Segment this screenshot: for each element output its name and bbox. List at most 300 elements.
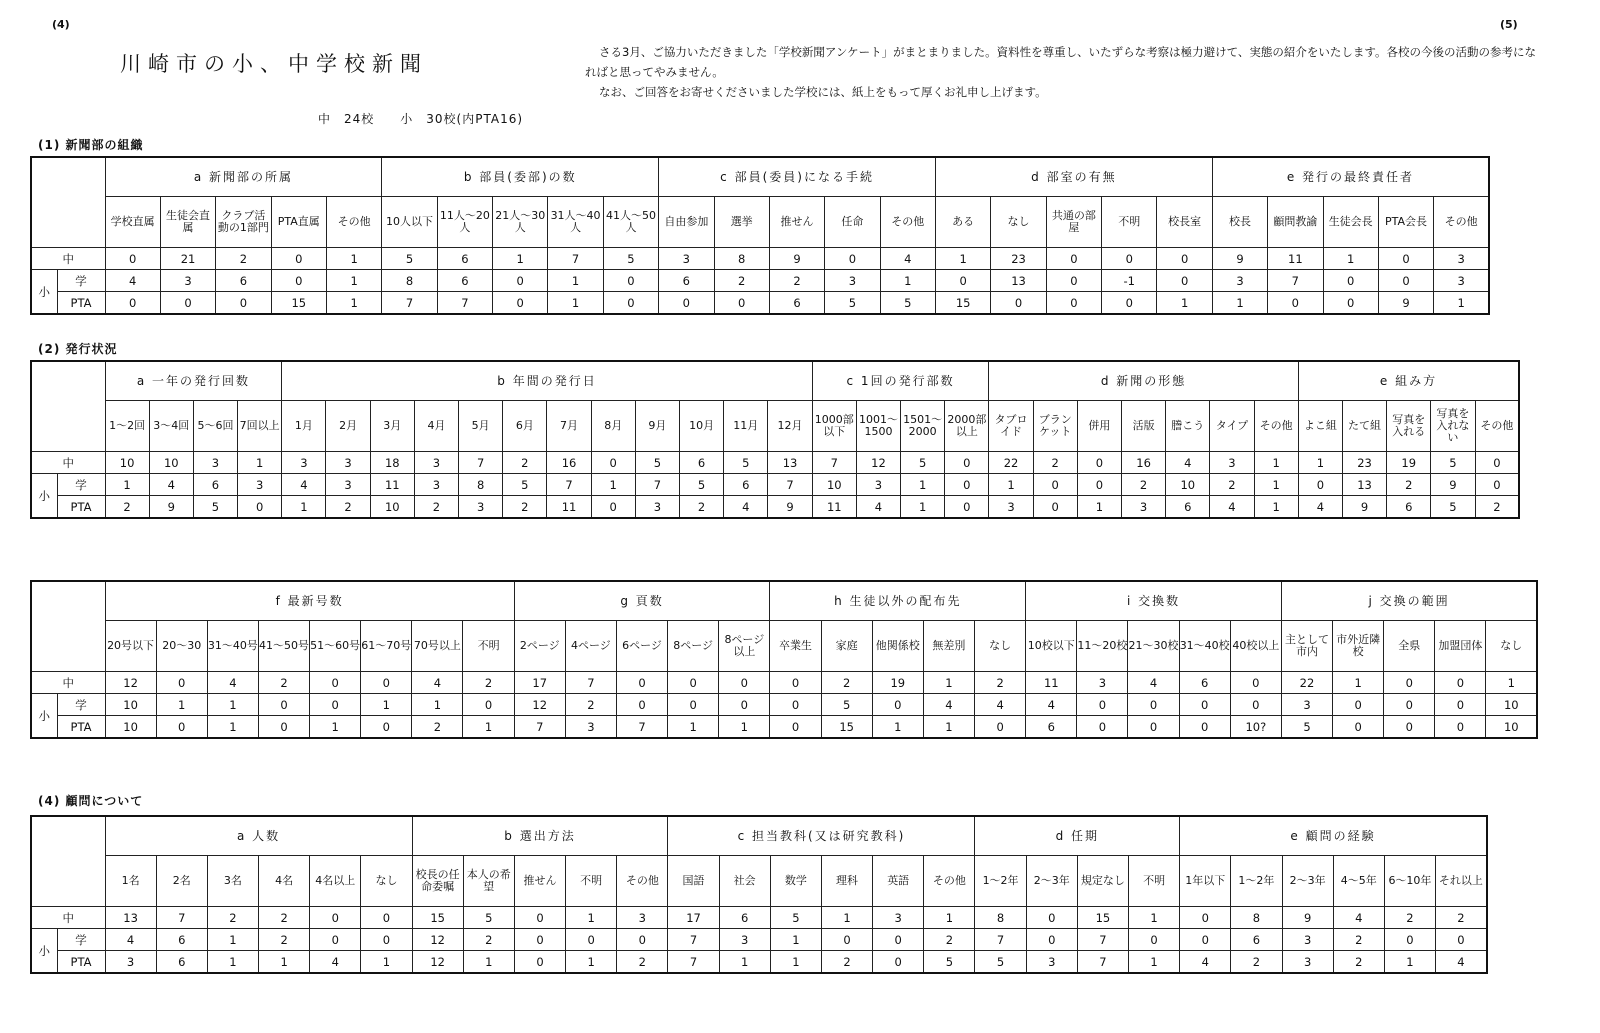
table-cell: 1 (548, 270, 603, 292)
column-header: 併用 (1077, 401, 1121, 452)
column-header: 写真を入れる (1387, 401, 1431, 452)
column-header: 31人〜40人 (548, 197, 603, 248)
table-cell: 15 (271, 292, 326, 315)
table-cell: 13 (991, 270, 1046, 292)
table-cell: 7 (768, 474, 812, 496)
column-header: 2〜3年 (1282, 856, 1333, 907)
table-cell: 17 (514, 672, 565, 694)
column-header: 1〜2年 (1231, 856, 1282, 907)
table-cell: 0 (463, 694, 514, 716)
table-cell: 6 (437, 248, 492, 270)
table-cell: 9 (1431, 474, 1475, 496)
group-header: f 最新号数 (105, 581, 514, 621)
table-cell: 1 (207, 951, 258, 974)
table-cell: 4 (1026, 694, 1077, 716)
intro-paragraph-1: さる3月、ご協力いただきました「学校新聞アンケート」がまとまりました。資料性を尊重し、いたずらな考察は極力避けて、実態の紹介をいたします。各校の今後の活動の参考になればと思ってやみません。 (585, 45, 1536, 79)
table-cell: 6 (216, 270, 271, 292)
table-cell: 10 (105, 716, 156, 739)
column-header: タイプ (1210, 401, 1254, 452)
table-row (31, 248, 1489, 270)
table-cell: 3 (1282, 929, 1333, 951)
table-cell: 7 (975, 929, 1026, 951)
table-cell: 10 (370, 496, 414, 519)
table-cell: 1 (901, 496, 945, 519)
column-header: 写真を入れない (1431, 401, 1475, 452)
table-cell: 0 (603, 270, 658, 292)
table-cell: 0 (668, 694, 719, 716)
column-header: 英語 (873, 856, 924, 907)
page-title: 川崎市の小、中学校新聞 (120, 52, 428, 76)
table-cell: 16 (1121, 452, 1165, 474)
row-label-pta: PTA (57, 716, 105, 739)
column-header: 共通の部屋 (1046, 197, 1101, 248)
row-label-middle: 中 (31, 907, 105, 929)
table-cell: 0 (617, 929, 668, 951)
table-cell: 6 (769, 292, 824, 315)
table-cell: 18 (370, 452, 414, 474)
table-cell: 4 (282, 474, 326, 496)
table-cell: 6 (437, 270, 492, 292)
intro-text (585, 42, 1545, 102)
table-cell: 3 (659, 248, 714, 270)
table-cell: 1 (412, 694, 463, 716)
column-header: 不明 (1102, 197, 1157, 248)
table-cell: 0 (216, 292, 271, 315)
table-cell: 13 (105, 907, 156, 929)
table-cell: 3 (326, 452, 370, 474)
table-cell: 3 (989, 496, 1033, 519)
table-row (31, 716, 1537, 739)
column-header: その他 (880, 197, 935, 248)
table-cell: 0 (1046, 292, 1101, 315)
table-cell: 1 (1077, 496, 1121, 519)
table-cell: 1 (1157, 292, 1212, 315)
table-cell: 1 (1333, 672, 1384, 694)
table-cell: 7 (1077, 951, 1128, 974)
table-row (31, 951, 1487, 974)
table-cell: 8 (459, 474, 503, 496)
section-heading-1: (1) 新聞部の組織 (38, 138, 144, 152)
column-header: 3名 (207, 856, 258, 907)
table-cell: 5 (821, 694, 872, 716)
table-cell: 0 (945, 496, 989, 519)
table-cell: 0 (770, 716, 821, 739)
table-cell: 9 (1342, 496, 1386, 519)
table-cell: 0 (156, 672, 207, 694)
table-cell: 0 (1077, 694, 1128, 716)
table-cell: 2 (1436, 907, 1487, 929)
column-header: 12月 (768, 401, 812, 452)
table-cell: 7 (547, 474, 591, 496)
table-cell: 10? (1230, 716, 1281, 739)
group-header: b 年間の発行日 (282, 361, 812, 401)
table-cell: 5 (825, 292, 880, 315)
column-header: ある (935, 197, 990, 248)
table-cell: 3 (160, 270, 215, 292)
header-corner (31, 361, 105, 452)
column-header: 20〜30 (156, 621, 207, 672)
table-cell: 0 (310, 672, 361, 694)
table-cell: 3 (1077, 672, 1128, 694)
table-cell: 2 (975, 672, 1026, 694)
table-cell: 3 (1121, 496, 1165, 519)
column-header: 国語 (668, 856, 719, 907)
row-group-label-elementary: 小 (31, 929, 57, 974)
table-cell: 0 (1180, 907, 1231, 929)
column-header: 10月 (679, 401, 723, 452)
table-cell: 2 (259, 929, 310, 951)
table-cell: 5 (679, 474, 723, 496)
column-header: 4ページ (565, 621, 616, 672)
header-corner (31, 816, 105, 907)
section-heading-4: (4) 顧問について (38, 794, 144, 808)
column-header: 10校以下 (1026, 621, 1077, 672)
table-cell: 3 (1026, 951, 1077, 974)
table-cell: 0 (1180, 929, 1231, 951)
table-cell: 1 (259, 951, 310, 974)
table-cell: 0 (1384, 694, 1435, 716)
column-header: 謄こう (1166, 401, 1210, 452)
column-header: 2ページ (514, 621, 565, 672)
table-cell: 0 (668, 672, 719, 694)
table-cell: 1 (1323, 248, 1378, 270)
row-label-middle: 中 (31, 672, 105, 694)
table-cell: 6 (1166, 496, 1210, 519)
table-cell: 0 (591, 452, 635, 474)
column-header: 家庭 (821, 621, 872, 672)
table-cell: 0 (873, 929, 924, 951)
table-cell: 1 (361, 694, 412, 716)
table-cell: 0 (1323, 270, 1378, 292)
table-section-2 (30, 360, 1520, 519)
table-cell: 2 (1333, 951, 1384, 974)
column-header: PTA会長 (1378, 197, 1433, 248)
column-header: 他関係校 (872, 621, 923, 672)
column-header: 11〜20校 (1077, 621, 1128, 672)
table-cell: 4 (856, 496, 900, 519)
table-cell: 4 (1436, 951, 1487, 974)
column-header: 不明 (1129, 856, 1180, 907)
table-cell: 2 (1033, 452, 1077, 474)
table-cell: 12 (412, 951, 463, 974)
table-cell: 2 (105, 496, 149, 519)
table-cell: 2 (714, 270, 769, 292)
table-section-3 (30, 580, 1538, 739)
column-header: 加盟団体 (1435, 621, 1486, 672)
table-cell: 4 (310, 951, 361, 974)
table-cell: 1 (989, 474, 1033, 496)
table-cell: 12 (514, 694, 565, 716)
column-header: 校長の任命委嘱 (412, 856, 463, 907)
table-cell: 4 (1298, 496, 1342, 519)
table-cell: 0 (258, 694, 309, 716)
column-header: 推せん (769, 197, 824, 248)
table-cell: 2 (924, 929, 975, 951)
table-cell: 5 (1431, 452, 1475, 474)
table-cell: 0 (1026, 929, 1077, 951)
table-cell: 0 (105, 248, 160, 270)
table-row (31, 694, 1537, 716)
table-cell: 21 (160, 248, 215, 270)
table-cell: 3 (1282, 951, 1333, 974)
table-cell: 1 (591, 474, 635, 496)
table-cell: 3 (459, 496, 503, 519)
header-corner (31, 157, 105, 248)
table-cell: 3 (282, 452, 326, 474)
group-header: i 交換数 (1026, 581, 1282, 621)
table-cell: 0 (310, 929, 361, 951)
table-cell: 6 (1231, 929, 1282, 951)
table-cell: 7 (548, 248, 603, 270)
column-header: 7回以上 (238, 401, 282, 452)
table-cell: 0 (1384, 929, 1435, 951)
table-cell: 2 (216, 248, 271, 270)
table-cell: 5 (635, 452, 679, 474)
table-cell: 6 (193, 474, 237, 496)
table-cell: 0 (975, 716, 1026, 739)
column-header: その他 (1475, 401, 1519, 452)
table-cell: 1 (719, 951, 770, 974)
table-cell: 8 (382, 270, 437, 292)
column-header: 校長室 (1157, 197, 1212, 248)
table-cell: 0 (873, 951, 924, 974)
table-cell: 0 (1384, 716, 1435, 739)
column-header: なし (1486, 621, 1537, 672)
column-header: クラブ活動の1部門 (216, 197, 271, 248)
table-cell: 0 (1436, 929, 1487, 951)
table-cell: 0 (514, 907, 565, 929)
table-cell: 2 (821, 951, 872, 974)
table-cell: 8 (1231, 907, 1282, 929)
table-cell: 3 (873, 907, 924, 929)
column-header: その他 (1254, 401, 1298, 452)
column-header: なし (991, 197, 1046, 248)
column-header: その他 (326, 197, 381, 248)
group-header: d 任期 (975, 816, 1180, 856)
table-cell: 5 (901, 452, 945, 474)
table-cell: 6 (1026, 716, 1077, 739)
table-cell: 1 (1254, 474, 1298, 496)
group-header: g 頁数 (514, 581, 770, 621)
table-cell: 23 (1342, 452, 1386, 474)
table-cell: 11 (370, 474, 414, 496)
table-cell: 10 (105, 694, 156, 716)
table-cell: 0 (271, 248, 326, 270)
column-header: たて組 (1342, 401, 1386, 452)
table-cell: 0 (361, 672, 412, 694)
table-row (31, 292, 1489, 315)
column-header: 社会 (719, 856, 770, 907)
table-cell: 1 (1486, 672, 1537, 694)
group-header: d 新聞の形態 (989, 361, 1298, 401)
table-cell: 0 (1077, 452, 1121, 474)
table-cell: 0 (514, 929, 565, 951)
table-cell: 4 (149, 474, 193, 496)
table-cell: 0 (1157, 270, 1212, 292)
column-header: 31〜40号 (207, 621, 258, 672)
table-cell: 0 (238, 496, 282, 519)
table-cell: 0 (1102, 292, 1157, 315)
table-cell: 2 (503, 452, 547, 474)
table-cell: 1 (770, 929, 821, 951)
column-header: 4名 (259, 856, 310, 907)
column-header: 4月 (414, 401, 458, 452)
table-cell: 0 (1179, 694, 1230, 716)
table-cell: 0 (1378, 248, 1433, 270)
group-header: a 新聞部の所属 (105, 157, 382, 197)
table-cell: 0 (105, 292, 160, 315)
table-row (31, 672, 1537, 694)
table-cell: 0 (1179, 716, 1230, 739)
table-cell: 2 (1387, 474, 1431, 496)
table-cell: 7 (459, 452, 503, 474)
table-cell: 3 (617, 907, 668, 929)
intro-paragraph-2: なお、ご回答をお寄せくださいました学校には、紙上をもって厚くお礼申し上げます。 (599, 85, 1047, 99)
table-cell: 1 (770, 951, 821, 974)
table-cell: 2 (1121, 474, 1165, 496)
page-number-left: (4) (52, 18, 70, 31)
table-cell: 3 (1210, 452, 1254, 474)
table-cell: 1 (282, 496, 326, 519)
table-cell: 2 (679, 496, 723, 519)
group-header: c 担当教科(又は研究教科) (668, 816, 975, 856)
column-header: それ以上 (1436, 856, 1487, 907)
table-cell: 6 (659, 270, 714, 292)
column-header: 9月 (635, 401, 679, 452)
column-header: 1名 (105, 856, 156, 907)
table-cell: 7 (382, 292, 437, 315)
section-heading-2: (2) 発行状況 (38, 342, 118, 356)
table-cell: 5 (603, 248, 658, 270)
row-group-label-elementary: 小 (31, 694, 57, 739)
table-cell: 5 (1431, 496, 1475, 519)
table-cell: 1 (872, 716, 923, 739)
table-cell: 3 (1434, 270, 1489, 292)
table-cell: 0 (1435, 716, 1486, 739)
column-header: 6ページ (616, 621, 667, 672)
table-cell: 6 (1387, 496, 1431, 519)
column-header: 2月 (326, 401, 370, 452)
table-cell: 1 (566, 951, 617, 974)
table-cell: 8 (975, 907, 1026, 929)
group-header: a 一年の発行回数 (105, 361, 282, 401)
table-cell: 6 (156, 929, 207, 951)
column-header: 31〜40校 (1179, 621, 1230, 672)
row-group-label-elementary: 小 (31, 270, 57, 315)
group-header: d 部室の有無 (935, 157, 1212, 197)
table-cell: 13 (768, 452, 812, 474)
table-cell: 0 (935, 270, 990, 292)
table-cell: 0 (1046, 248, 1101, 270)
table-cell: 0 (821, 929, 872, 951)
column-header: なし (361, 856, 412, 907)
column-header: 41人〜50人 (603, 197, 658, 248)
table-cell: 0 (825, 248, 880, 270)
table-row (31, 474, 1519, 496)
table-cell: 2 (565, 694, 616, 716)
table-cell: 5 (463, 907, 514, 929)
table-cell: 4 (105, 929, 156, 951)
column-header: 市外近隣校 (1333, 621, 1384, 672)
table-cell: 0 (616, 694, 667, 716)
table-cell: 3 (193, 452, 237, 474)
column-header: 生徒会直属 (160, 197, 215, 248)
table-cell: 0 (1157, 248, 1212, 270)
column-header: 1〜2回 (105, 401, 149, 452)
table-cell: 0 (714, 292, 769, 315)
table-cell: 5 (1281, 716, 1332, 739)
table-cell: 0 (1475, 474, 1519, 496)
column-header: 5〜6回 (193, 401, 237, 452)
group-header: c 1回の発行部数 (812, 361, 989, 401)
column-header: 2〜3年 (1026, 856, 1077, 907)
table-cell: 15 (935, 292, 990, 315)
table-cell: 1 (463, 716, 514, 739)
table-cell: 0 (160, 292, 215, 315)
table-cell: 1 (719, 716, 770, 739)
column-header: 61〜70号 (361, 621, 412, 672)
table-cell: 19 (1387, 452, 1431, 474)
table-cell: 5 (770, 907, 821, 929)
table-cell: 1 (310, 716, 361, 739)
table-cell: 3 (105, 951, 156, 974)
table-cell: 2 (1333, 929, 1384, 951)
table-cell: 1 (923, 672, 974, 694)
table-cell: 12 (412, 929, 463, 951)
table-cell: 0 (1077, 474, 1121, 496)
column-header: 11月 (724, 401, 768, 452)
column-header: 理科 (821, 856, 872, 907)
table-cell: 6 (719, 907, 770, 929)
table-cell: 1 (1384, 951, 1435, 974)
table-cell: 3 (1434, 248, 1489, 270)
header-corner (31, 581, 105, 672)
table-cell: 7 (1077, 929, 1128, 951)
table-cell: 22 (1281, 672, 1332, 694)
column-header: 10人以下 (382, 197, 437, 248)
table-cell: 9 (149, 496, 193, 519)
table-cell: 3 (414, 452, 458, 474)
table-cell: 11 (1026, 672, 1077, 694)
table-cell: 3 (1212, 270, 1267, 292)
table-cell: 6 (156, 951, 207, 974)
table-cell: 0 (1077, 716, 1128, 739)
column-header: 生徒会長 (1323, 197, 1378, 248)
column-header: 51〜60号 (310, 621, 361, 672)
table-cell: 0 (493, 270, 548, 292)
table-cell: 0 (1435, 694, 1486, 716)
table-cell: 2 (503, 496, 547, 519)
table-cell: 2 (1210, 474, 1254, 496)
table-cell: 6 (1179, 672, 1230, 694)
table-cell: 0 (1026, 907, 1077, 929)
table-cell: 16 (547, 452, 591, 474)
column-header: 1501〜2000 (901, 401, 945, 452)
row-label-gaku: 学 (57, 694, 105, 716)
column-header: 4名以上 (310, 856, 361, 907)
table-cell: 0 (770, 672, 821, 694)
column-header: 70号以上 (412, 621, 463, 672)
table-cell: 0 (603, 292, 658, 315)
table-cell: 4 (923, 694, 974, 716)
table-cell: 7 (616, 716, 667, 739)
table-cell: 2 (463, 672, 514, 694)
table-cell: 3 (856, 474, 900, 496)
table-cell: 7 (437, 292, 492, 315)
column-header: その他 (924, 856, 975, 907)
table-cell: 3 (565, 716, 616, 739)
table-cell: 0 (1333, 694, 1384, 716)
